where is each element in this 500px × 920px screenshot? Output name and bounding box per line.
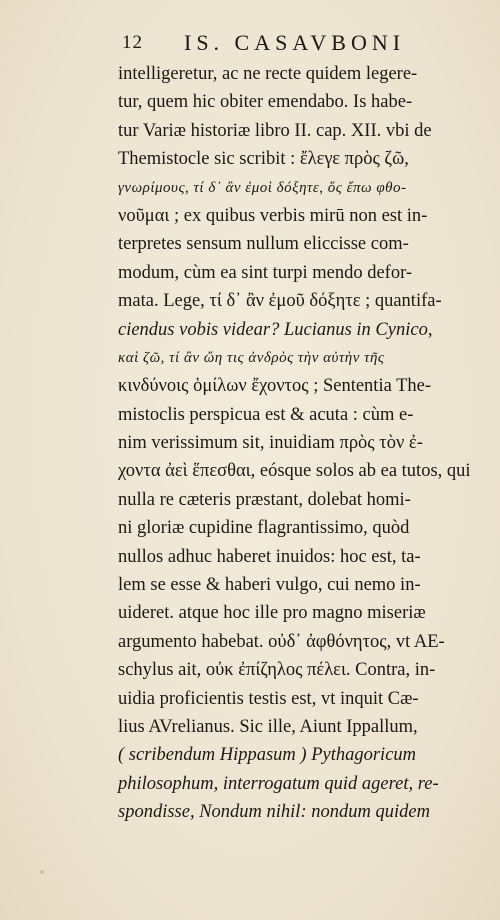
text-line: modum, cùm ea sint turpi mendo defor- xyxy=(118,262,413,283)
text-line: νοῦμαι ; ex quibus verbis mirū non est in- xyxy=(118,205,428,226)
text-line: schylus ait, οὐκ ἐπίζηλος πέλει. Contra, in- xyxy=(118,660,436,681)
text-line: nulla re cæteris præstant, dolebat homi- xyxy=(118,489,411,510)
text-line: ni gloriæ cupidine flagrantissimo, quòd xyxy=(118,518,410,539)
text-line: γνωρίμους, τί δ᾽ ἂν ἐμοὶ δόξητε, ὅς ἔπω φθο- xyxy=(118,179,407,196)
text-line: intelligeretur, ac ne recte quidem legere- xyxy=(118,64,418,84)
text-line: philosophum, interrogatum quid ageret, re- xyxy=(118,773,439,794)
text-line: terpretes sensum nullum eliccisse com- xyxy=(118,234,409,255)
text-line: ciendus vobis videar? Lucianus in Cynico, xyxy=(118,319,433,340)
text-line: lius AVrelianus. Sic ille, Aiunt Ippallum, xyxy=(118,716,418,737)
paper-spot xyxy=(40,870,44,874)
text-line: uidia proficientis testis est, vt inquit Cæ- xyxy=(118,688,419,709)
text-line: nim verissimum sit, inuidiam πρὸς τὸν ἐ- xyxy=(118,433,423,454)
text-line: uideret. atque hoc ille pro magno miseriæ xyxy=(118,603,426,624)
text-line: κινδύνοις ὁμίλων ἔχοντος ; Sententia The- xyxy=(118,376,432,397)
text-line: καὶ ζῶ, τί ἂν ὤη τις ἀνδρὸς τὴν αὐτὴν τῆς xyxy=(118,349,385,366)
text-line: χοντα ἀεὶ ἕπεσθαι, eósque solos ab ea tutos, qui xyxy=(118,461,471,482)
text-line: tur, quem hic obiter emendabo. Is habe- xyxy=(118,92,413,113)
text-line: lem se esse & haberi vulgo, cui nemo in- xyxy=(118,575,421,596)
text-line: tur Variæ historiæ libro II. cap. XII. vbi de xyxy=(118,120,432,141)
text-line: Themistocle sic scribit : ἔλεγε πρὸς ζῶ, xyxy=(118,149,409,170)
text-line: mistoclis perspicua est & acuta : cùm e- xyxy=(118,404,414,425)
text-line: mata. Lege, τί δ᾽ ἂν ἐμοῦ δόξητε ; quantifa- xyxy=(118,291,442,312)
text-line: ( scribendum Hippasum ) Pythagoricum xyxy=(118,745,417,766)
page-number: 12 xyxy=(122,32,143,53)
body-text xyxy=(118,60,478,827)
text-line: nullos adhuc haberet inuidos: hoc est, ta- xyxy=(118,546,421,567)
text-line: argumento habebat. οὐδ᾽ ἀφθόνητος, vt AE- xyxy=(118,631,445,652)
page-header xyxy=(118,30,468,60)
running-title: IS. CASAVBONI xyxy=(184,30,406,55)
text-line: spondisse, Nondum nihil: nondum quidem xyxy=(118,802,430,823)
